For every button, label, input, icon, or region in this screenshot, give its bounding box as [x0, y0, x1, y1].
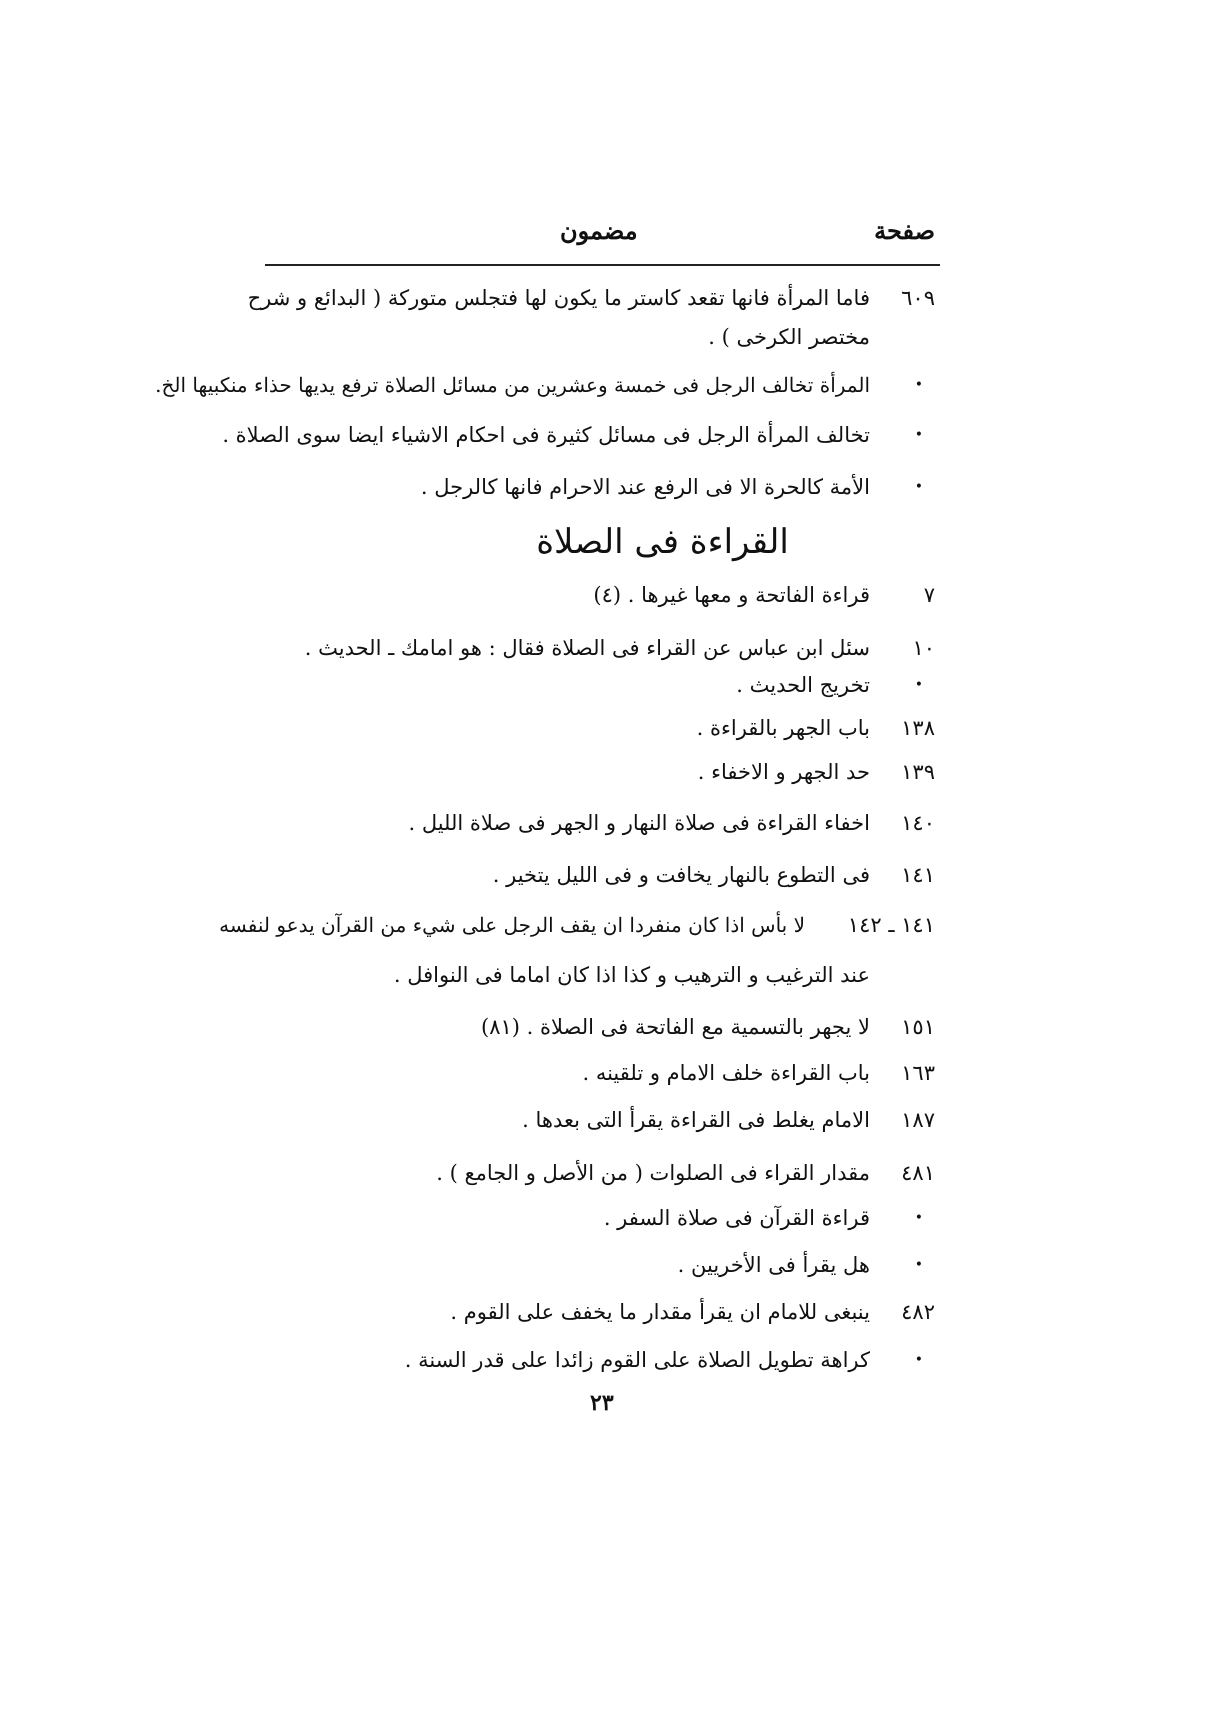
entry-text: المرأة تخالف الرجل فى خمسة وعشرين من مسائل الصلاة ترفع يديها حذاء منكبيها الخ. — [155, 373, 870, 397]
index-entry — [0, 283, 1205, 313]
entry-text: حد الجهر و الاخفاء . — [697, 760, 870, 784]
content-column-header: مضمون — [560, 216, 638, 245]
entry-page-number: ٤٨١ — [901, 1161, 935, 1185]
page-folio-number: ٢٣ — [590, 1390, 614, 1416]
index-entry — [0, 757, 1205, 787]
entry-page-number: ٦٠٩ — [901, 286, 935, 310]
entry-text: تخالف المرأة الرجل فى مسائل كثيرة فى احكام الاشياء ايضا سوى الصلاة . — [222, 423, 870, 447]
index-entry — [0, 860, 1205, 890]
index-entry — [0, 1250, 1205, 1280]
index-entry — [0, 910, 1205, 940]
index-entry — [0, 1345, 1205, 1375]
index-entry — [0, 420, 1205, 450]
entry-text: قراءة القرآن فى صلاة السفر . — [603, 1206, 870, 1230]
index-entry — [0, 808, 1205, 838]
entry-page-range: ١٤١ ـ ١٤٢ — [847, 913, 935, 937]
entry-text: فاما المرأة فانها تقعد كاستر ما يكون لها فتجلس متوركة ( البدائع و شرح — [247, 286, 870, 310]
entry-text: لا بأس اذا كان منفردا ان يقف الرجل على شيء من القرآن يدعو لنفسه — [219, 913, 805, 937]
ditto-mark: • — [914, 1257, 923, 1273]
ditto-mark: • — [914, 377, 923, 393]
index-entry — [0, 1158, 1205, 1188]
entry-page-number: ١٤١ — [901, 863, 935, 887]
entry-text: تخريج الحديث . — [736, 673, 870, 697]
index-entry — [0, 1058, 1205, 1088]
index-entry — [0, 633, 1205, 663]
ditto-mark: • — [914, 677, 923, 693]
entry-page-number: ٧ — [923, 583, 935, 607]
ditto-mark: • — [914, 427, 923, 443]
entry-text: عند الترغيب و الترهيب و كذا اذا كان اماما فى النوافل . — [393, 963, 870, 987]
entry-page-number: ١٣٨ — [901, 716, 935, 740]
index-entry — [0, 1012, 1205, 1042]
entry-page-number: ٤٨٢ — [901, 1300, 935, 1324]
entry-text: قراءة الفاتحة و معها غيرها . (٤) — [593, 583, 870, 607]
index-entry — [0, 580, 1205, 610]
ditto-mark: • — [914, 1210, 923, 1226]
ditto-mark: • — [914, 1352, 923, 1368]
entry-page-number: ١٥١ — [901, 1015, 935, 1039]
entry-text: ينبغى للامام ان يقرأ مقدار ما يخفف على القوم . — [450, 1300, 870, 1324]
section-title: القراءة فى الصلاة — [536, 522, 789, 562]
index-entry — [0, 713, 1205, 743]
entry-text: مختصر الكرخى ) . — [708, 325, 870, 349]
index-entry — [0, 370, 1205, 400]
header-rule — [265, 264, 940, 266]
index-entry — [0, 1297, 1205, 1327]
entry-page-number: ١٣٩ — [901, 760, 935, 784]
entry-page-number: ١٠ — [912, 636, 935, 660]
entry-text: مقدار القراء فى الصلوات ( من الأصل و الجامع ) . — [436, 1161, 870, 1185]
entry-text: اخفاء القراءة فى صلاة النهار و الجهر فى صلاة الليل . — [408, 811, 870, 835]
entry-text: لا يجهر بالتسمية مع الفاتحة فى الصلاة . (٨١) — [481, 1015, 870, 1039]
entry-page-number: ١٤٠ — [901, 811, 935, 835]
entry-text: باب الجهر بالقراءة . — [696, 716, 870, 740]
entry-page-number: ١٦٣ — [901, 1061, 935, 1085]
entry-text: هل يقرأ فى الأخريين . — [677, 1253, 870, 1277]
entry-text: الامام يغلط فى القراءة يقرأ التى بعدها . — [522, 1108, 870, 1132]
entry-text: كراهة تطويل الصلاة على القوم زائدا على قدر السنة . — [404, 1348, 870, 1372]
index-entry — [0, 1203, 1205, 1233]
index-entry — [0, 670, 1205, 700]
entry-text: الأمة كالحرة الا فى الرفع عند الاحرام فانها كالرجل . — [420, 475, 870, 499]
entry-page-number: ١٨٧ — [901, 1108, 935, 1132]
page-column-header: صفحة — [874, 216, 935, 245]
index-entry-continuation — [0, 960, 1205, 990]
entry-text: باب القراءة خلف الامام و تلقينه . — [582, 1061, 870, 1085]
index-entry — [0, 472, 1205, 502]
ditto-mark: • — [914, 479, 923, 495]
entry-text: سئل ابن عباس عن القراء فى الصلاة فقال : هو امامك ـ الحديث . — [304, 636, 870, 660]
entry-text: فى التطوع بالنهار يخافت و فى الليل يتخير . — [492, 863, 870, 887]
index-entry-continuation — [0, 322, 1205, 352]
index-entry — [0, 1105, 1205, 1135]
